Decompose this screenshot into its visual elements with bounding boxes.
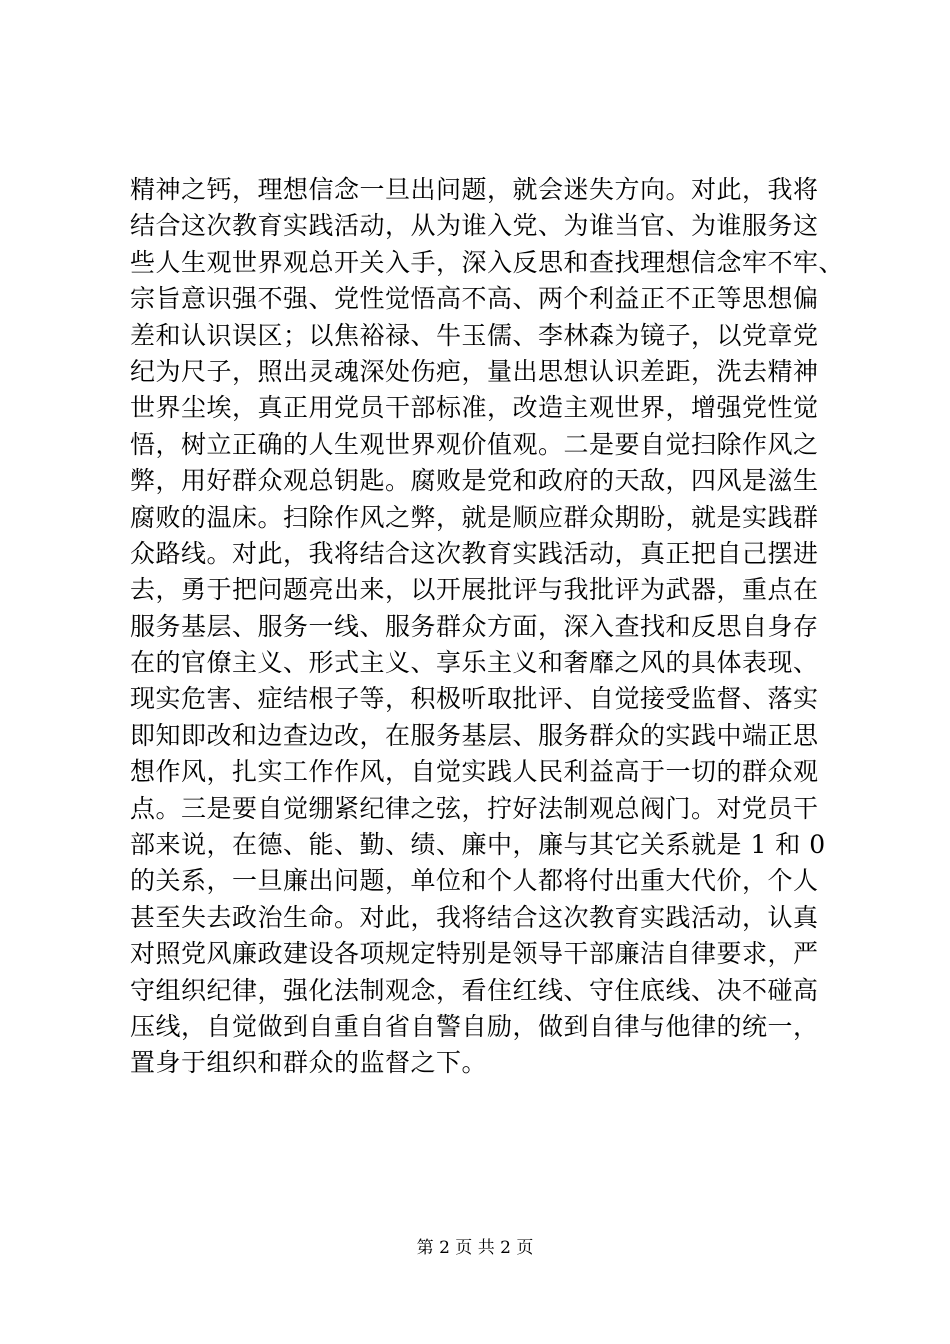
text-line: 结合这次教育实践活动，从为谁入党、为谁当官、为谁服务这	[130, 211, 819, 241]
text-line: 服务基层、服务一线、服务群众方面，深入查找和反思自身存	[130, 611, 819, 641]
text-line: 差和认识误区；以焦裕禄、牛玉儒、李林森为镜子，以党章党	[130, 320, 819, 350]
text-line: 宗旨意识强不强、党性觉悟高不高、两个利益正不正等思想偏	[130, 284, 819, 314]
text-line: 弊，用好群众观总钥匙。腐败是党和政府的天敌，四风是滋生	[130, 466, 819, 496]
text-line: 去，勇于把问题亮出来，以开展批评与我批评为武器，重点在	[130, 575, 819, 605]
text-line: 纪为尺子，照出灵魂深处伤疤，量出思想认识差距，洗去精神	[130, 356, 819, 386]
text-line: 精神之钙，理想信念一旦出问题，就会迷失方向。对此，我将	[130, 175, 819, 204]
text-line: 悟，树立正确的人生观世界观价值观。二是要自觉扫除作风之	[130, 429, 819, 459]
text-line: 的关系，一旦廉出问题，单位和个人都将付出重大代价，个人	[130, 866, 819, 896]
text-line: 些人生观世界观总开关入手，深入反思和查找理想信念牢不牢、	[130, 247, 845, 277]
text-line: 在的官僚主义、形式主义、享乐主义和奢靡之风的具体表现、	[130, 648, 819, 678]
text-line: 部来说，在德、能、勤、绩、廉中，廉与其它关系就是 1 和 0	[130, 830, 826, 860]
text-line: 想作风，扎实工作作风，自觉实践人民利益高于一切的群众观	[130, 757, 819, 787]
text-line: 众路线。对此，我将结合这次教育实践活动，真正把自己摆进	[130, 538, 819, 568]
text-line: 守组织纪律，强化法制观念，看住红线、守住底线、决不碰高	[130, 975, 819, 1005]
body-text	[130, 172, 850, 1082]
text-line: 世界尘埃，真正用党员干部标准，改造主观世界，增强党性觉	[130, 393, 819, 423]
text-line: 压线，自觉做到自重自省自警自励，做到自律与他律的统一，	[130, 1011, 819, 1041]
page-footer	[0, 1236, 950, 1260]
text-line: 置身于组织和群众的监督之下。	[130, 1048, 488, 1078]
text-line: 对照党风廉政建设各项规定特别是领导干部廉洁自律要求，严	[130, 939, 819, 969]
page-number-label: 第 2 页 共 2 页	[416, 1238, 534, 1258]
text-line: 甚至失去政治生命。对此，我将结合这次教育实践活动，认真	[130, 902, 819, 932]
text-line: 即知即改和边查边改，在服务基层、服务群众的实践中端正思	[130, 720, 819, 750]
text-line: 腐败的温床。扫除作风之弊，就是顺应群众期盼，就是实践群	[130, 502, 819, 532]
text-line: 现实危害、症结根子等，积极听取批评、自觉接受监督、落实	[130, 684, 819, 714]
text-line: 点。三是要自觉绷紧纪律之弦，拧好法制观总阀门。对党员干	[130, 793, 819, 823]
